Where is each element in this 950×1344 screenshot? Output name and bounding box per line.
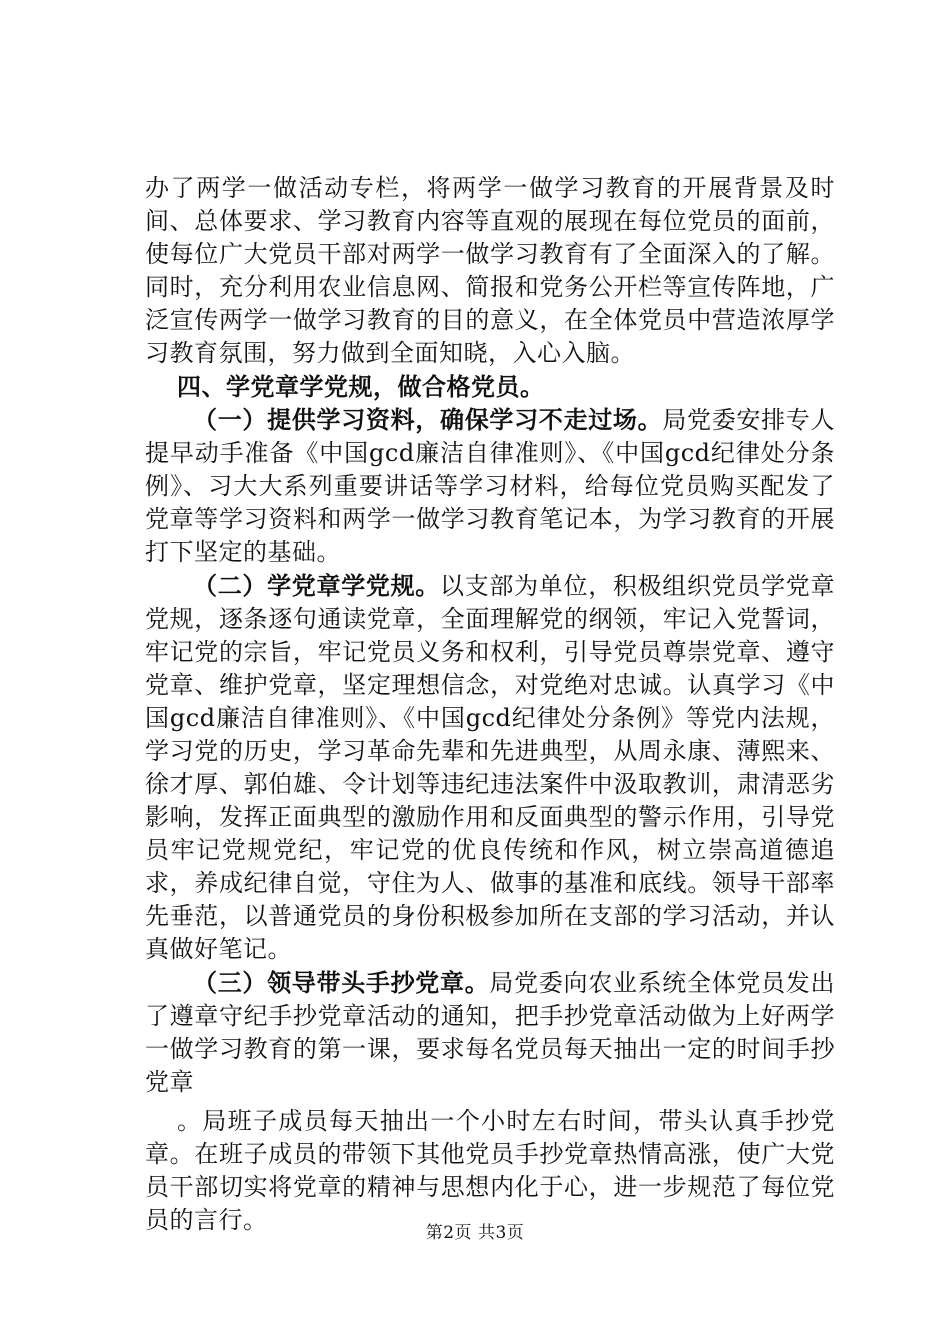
subsection-3 xyxy=(145,966,835,1099)
subsection-3-continuation: 。局班子成员每天抽出一个小时左右时间，带头认真手抄党章。在班子成员的带领下其他党员手抄党章热情高涨，使广大党员干部切实将党章的精神与思想内化于心，进一步规范了每位党员的言行。 xyxy=(145,1107,835,1234)
subsection-1-body: 局党委安排专人提早动手准备《中国gcd廉洁自律准则》、《中国gcd纪律处分条例》、习大大系列重要讲话等学习材料，给每位党员购买配发了党章等学习资料和两学一做学习教育笔记本，为学习教育的开展打下坚定的基础。 xyxy=(145,406,836,566)
section-heading-4: 四、学党章学党规，做合格党员。 xyxy=(177,372,545,401)
subsection-2 xyxy=(145,569,835,966)
page-number-footer: 第2页 共3页 xyxy=(425,1223,525,1243)
subsection-1-title: （一）提供学习资料，确保学习不走过场。 xyxy=(193,405,663,434)
document-body xyxy=(145,172,835,1237)
subsection-2-body: 以支部为单位，积极组织党员学党章党规，逐条逐句通读党章，全面理解党的纲领，牢记入党誓词，牢记党的宗旨，牢记党员义务和权利，引导党员尊崇党章、遵守党章、维护党章，坚定理想信念，对党绝对忠诚。认真学习《中国gcd廉洁自律准则》、《中国gcd纪律处分条例》等党内法规，学习党的历史，学习革命先辈和先进典型，从周永康、薄熙来、徐才厚、郭伯雄、令计划等违纪违法案件中汲取教训，肃清恶劣影响，发挥正面典型的激励作用和反面典型的警示作用，引导党员牢记党规党纪，牢记党的优良传统和作风，树立崇高道德追求，养成纪律自觉，守住为人、做事的基准和底线。领导干部率先垂范，以普通党员的身份积极参加所在支部的学习活动，并认真做好笔记。 xyxy=(145,572,835,963)
subsection-2-title: （二）学党章学党规。 xyxy=(193,571,440,600)
paragraph-intro: 办了两学一做活动专栏，将两学一做学习教育的开展背景及时间、总体要求、学习教育内容等直观的展现在每位党员的面前，使每位广大党员干部对两学一做学习教育有了全面深入的了解。同时，充分利用农业信息网、简报和党务公开栏等宣传阵地，广泛宣传两学一做学习教育的目的意义，在全体党员中营造浓厚学习教育氛围，努力做到全面知晓，入心入脑。 xyxy=(145,174,835,367)
subsection-3-title: （三）领导带头手抄党章。 xyxy=(193,968,490,997)
subsection-1 xyxy=(145,403,835,569)
subsection-3-body: 局党委向农业系统全体党员发出了遵章守纪手抄党章活动的通知，把手抄党章活动做为上好两学一做学习教育的第一课，要求每名党员每天抽出一定的时间手抄党章 xyxy=(145,969,836,1096)
